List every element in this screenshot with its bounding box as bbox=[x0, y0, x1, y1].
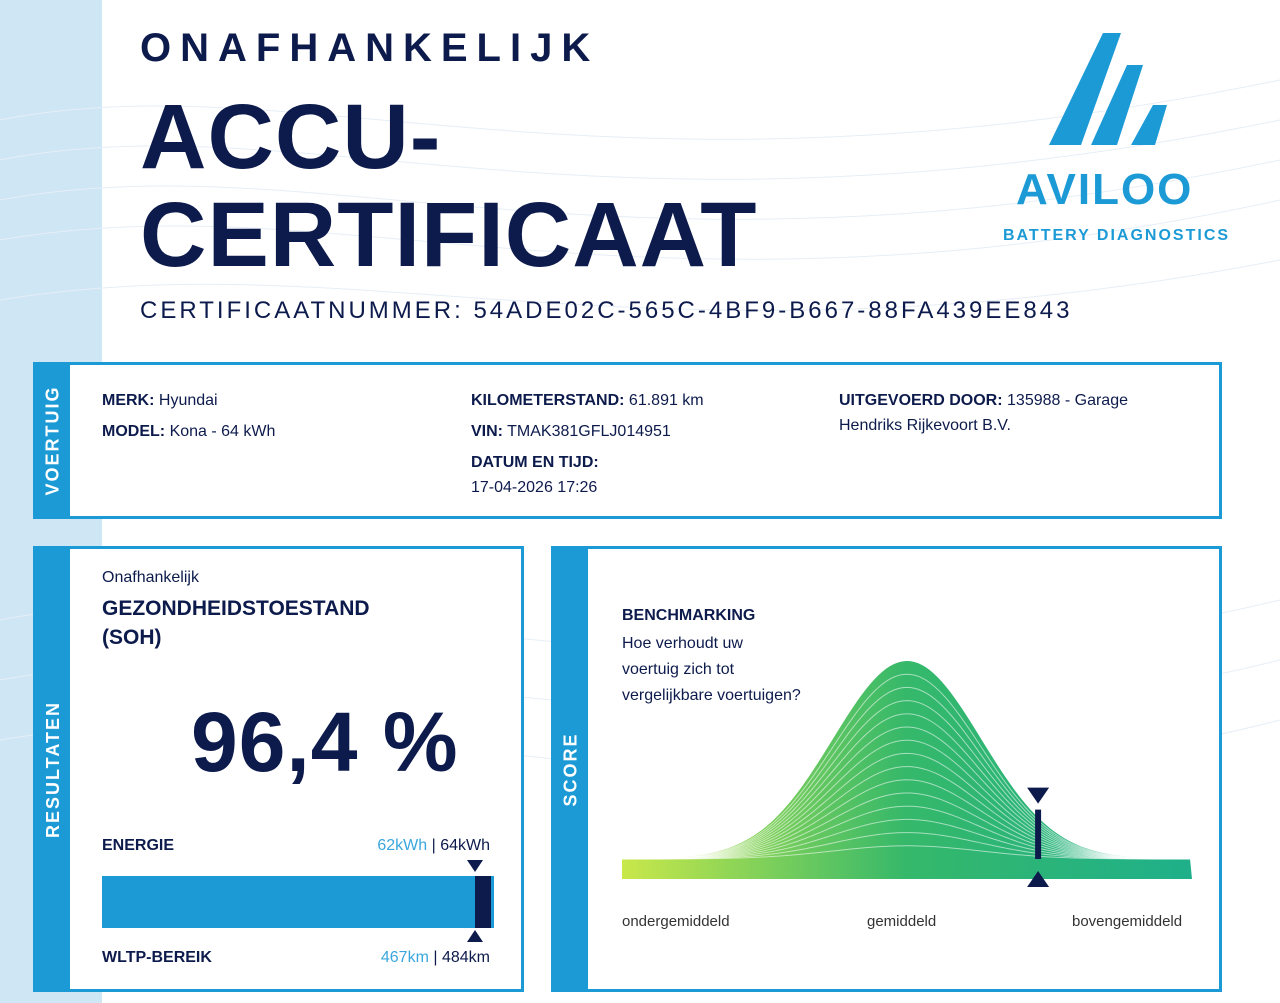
axis-label-low: ondergemiddeld bbox=[622, 913, 730, 930]
certificate-label: CERTIFICAATNUMMER: bbox=[140, 297, 464, 324]
mileage-label: KILOMETERSTAND: bbox=[471, 392, 625, 409]
results-title-line-1: GEZONDHEIDSTOESTAND bbox=[102, 597, 370, 620]
datetime-value: 17-04-2026 17:26 bbox=[471, 479, 598, 496]
results-section bbox=[33, 546, 524, 992]
vehicle-section-label: VOERTUIG bbox=[42, 385, 63, 496]
soh-bar bbox=[102, 876, 494, 928]
datetime-label: DATUM EN TIJD: bbox=[471, 454, 599, 471]
benchmarking-title: BENCHMARKING bbox=[622, 607, 756, 624]
aviloo-logo bbox=[1000, 25, 1230, 255]
score-marker-down-icon bbox=[1027, 788, 1049, 804]
vin-label: VIN: bbox=[471, 423, 503, 440]
energy-values bbox=[377, 837, 490, 855]
soh-value: 96,4 % bbox=[191, 695, 459, 789]
certificate-number: 54ADE02C-565C-4BF9-B667-88FA439EE843 bbox=[473, 297, 1073, 324]
vehicle-col-2 bbox=[471, 385, 704, 503]
range-current: 467km bbox=[380, 949, 429, 966]
title-line-1: ACCU- bbox=[140, 86, 442, 188]
range-separator: | bbox=[433, 949, 438, 966]
results-kicker: Onafhankelijk bbox=[102, 569, 199, 586]
results-title bbox=[102, 594, 370, 652]
performed-by-label: UITGEVOERD DOOR: bbox=[839, 392, 1003, 409]
model-value: Kona - 64 kWh bbox=[169, 423, 276, 440]
performed-by-value-1: 135988 - Garage bbox=[1007, 392, 1128, 409]
page-title bbox=[140, 88, 757, 284]
aviloo-mountain-icon bbox=[1045, 25, 1185, 155]
energy-nominal: 64kWh bbox=[440, 837, 490, 854]
performed-by-value-2: Hendriks Rijkevoort B.V. bbox=[839, 417, 1011, 434]
certificate-number-line bbox=[140, 297, 1072, 325]
energy-separator: | bbox=[431, 837, 436, 854]
range-label: WLTP-BEREIK bbox=[102, 949, 212, 966]
results-title-line-2: (SOH) bbox=[102, 626, 162, 649]
axis-label-mid: gemiddeld bbox=[867, 913, 937, 930]
vehicle-section bbox=[33, 362, 1222, 519]
energy-current: 62kWh bbox=[377, 837, 428, 854]
header-kicker: ONAFHANKELIJK bbox=[140, 26, 600, 70]
vehicle-side-tab bbox=[36, 365, 70, 516]
model-label: MODEL: bbox=[102, 423, 166, 440]
range-marker-up-icon bbox=[467, 930, 483, 942]
axis-label-high: bovengemiddeld bbox=[1072, 913, 1183, 930]
mileage-value: 61.891 km bbox=[628, 392, 704, 409]
energy-marker-down-icon bbox=[467, 860, 483, 872]
score-side-tab bbox=[554, 549, 588, 989]
logo-subtitle: BATTERY DIAGNOSTICS bbox=[1003, 227, 1231, 244]
benchmarking-desc-line-2: voertuig zich tot bbox=[622, 661, 735, 678]
vehicle-col-1 bbox=[102, 385, 275, 447]
brand-label: MERK: bbox=[102, 392, 155, 409]
range-nominal: 484km bbox=[441, 949, 490, 966]
energy-label: ENERGIE bbox=[102, 837, 175, 854]
benchmarking-desc-line-3: vergelijkbare voertuigen? bbox=[622, 687, 801, 704]
vehicle-col-3 bbox=[839, 385, 1128, 441]
score-section-label: SCORE bbox=[560, 731, 581, 807]
results-section-label: RESULTATEN bbox=[42, 700, 63, 838]
brand-value: Hyundai bbox=[158, 392, 218, 409]
logo-name: AVILOO bbox=[1016, 165, 1194, 214]
vin-value: TMAK381GFLJ014951 bbox=[507, 423, 671, 440]
results-side-tab bbox=[36, 549, 70, 989]
soh-bar-end-marker bbox=[475, 876, 491, 928]
score-section bbox=[551, 546, 1222, 992]
range-values bbox=[381, 949, 490, 967]
benchmarking-desc-line-1: Hoe verhoudt uw bbox=[622, 635, 743, 652]
benchmark-bell-curve bbox=[622, 649, 1192, 905]
title-line-2: CERTIFICAAT bbox=[140, 184, 758, 286]
score-position-marker bbox=[1035, 810, 1041, 859]
